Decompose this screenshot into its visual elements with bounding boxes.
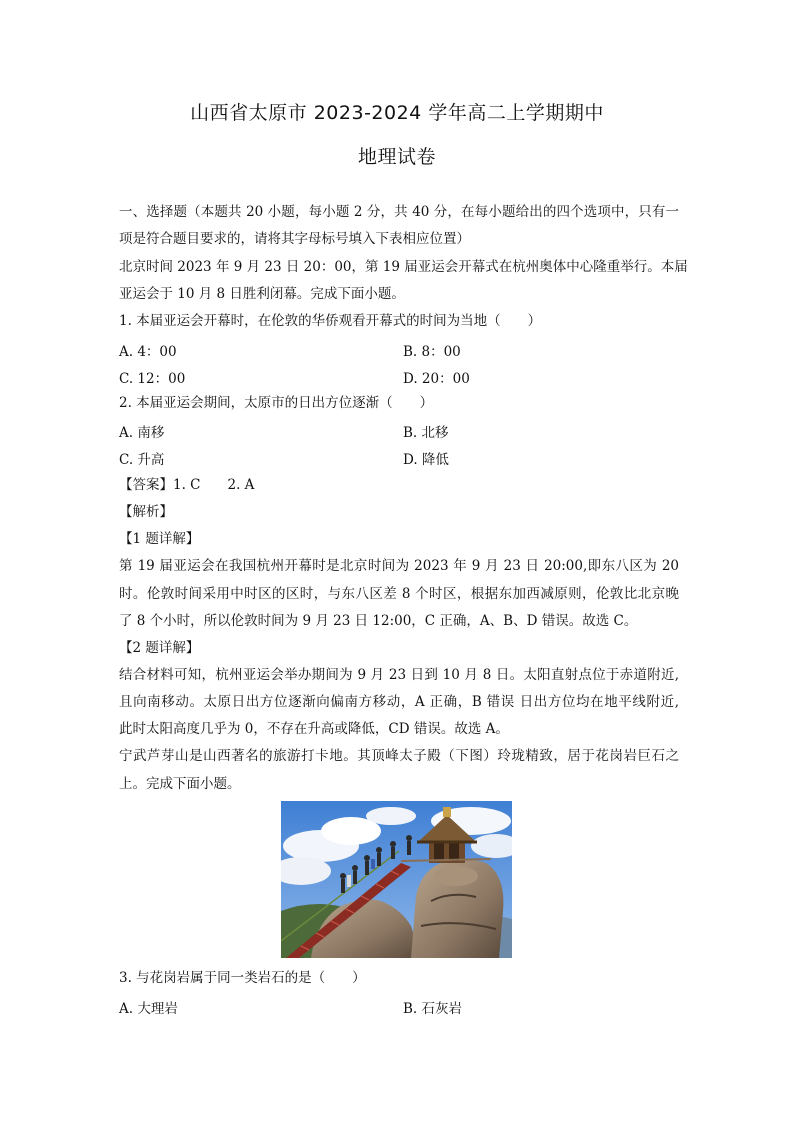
q1-option-c: C. 12：00 bbox=[119, 371, 186, 387]
material1-line1: 北京时间 2023 年 9 月 23 日 20：00，第 19 届亚运会开幕式在杭州奥体中心隆重举行。本届 bbox=[119, 259, 688, 275]
material1-line2: 亚运会于 10 月 8 日胜利闭幕。完成下面小题。 bbox=[119, 286, 405, 302]
q2-option-d: D. 降低 bbox=[403, 452, 449, 468]
q1-option-d: D. 20：00 bbox=[403, 371, 470, 387]
q1-option-b: B. 8：00 bbox=[403, 344, 461, 360]
detail2-line1: 结合材料可知，杭州亚运会举办期间为 9 月 23 日到 10 月 8 日。太阳直射点位于赤道附近, bbox=[119, 667, 679, 683]
detail2-line2: 且向南移动。太原日出方位逐渐向偏南方移动，A 正确，B 错误 日出方位均在地平线附近, bbox=[119, 694, 679, 710]
q2-stem: 2. 本届亚运会期间，太原市的日出方位逐渐（ ） bbox=[119, 395, 434, 411]
q3-stem: 3. 与花岗岩属于同一类岩石的是（ ） bbox=[119, 970, 366, 986]
analysis-heading: 【解析】 bbox=[119, 504, 173, 520]
detail1-line2: 时。伦敦时间采用中时区的区时，与东八区差 8 个时区，根据东加西减原则，伦敦比北京晚 bbox=[119, 586, 679, 602]
detail1-line1: 第 19 届亚运会在我国杭州开幕时是北京时间为 2023 年 9 月 23 日 20:00,即东八区为 20 bbox=[119, 558, 679, 574]
q3-option-b: B. 石灰岩 bbox=[403, 1001, 463, 1017]
page-subtitle: 地理试卷 bbox=[357, 146, 436, 168]
material2-line2: 上。完成下面小题。 bbox=[119, 776, 241, 792]
q1-option-a: A. 4：00 bbox=[119, 344, 177, 360]
page-title: 山西省太原市 2023-2024 学年高二上学期期中 bbox=[190, 102, 604, 124]
q1-stem: 1. 本届亚运会开幕时，在伦敦的华侨观看开幕式的时间为当地（ ） bbox=[119, 313, 542, 329]
detail1-line3: 了 8 个小时，所以伦敦时间为 9 月 23 日 12:00，C 正确，A、B、D 错误。故选 C。 bbox=[119, 613, 638, 629]
q2-option-a: A. 南移 bbox=[119, 425, 165, 441]
section-heading-line2: 项是符合题目要求的，请将其字母标号填入下表相应位置） bbox=[119, 231, 470, 247]
q2-option-b: B. 北移 bbox=[403, 425, 449, 441]
answer-line: 【答案】1. C 2. A bbox=[119, 477, 255, 493]
detail2-line3: 此时太阳高度几乎为 0，不存在升高或降低，CD 错误。故选 A。 bbox=[119, 721, 509, 737]
detail1-heading: 【1 题详解】 bbox=[119, 531, 200, 547]
q3-option-a: A. 大理岩 bbox=[119, 1001, 178, 1017]
material2-line1: 宁武芦芽山是山西著名的旅游打卡地。其顶峰太子殿（下图）玲珑精致，居于花岗岩巨石之 bbox=[119, 748, 679, 764]
section-heading-line1: 一、选择题（本题共 20 小题，每小题 2 分，共 40 分，在每小题给出的四个选项中，只有一 bbox=[119, 204, 679, 220]
q2-option-c: C. 升高 bbox=[119, 452, 165, 468]
detail2-heading: 【2 题详解】 bbox=[119, 640, 200, 656]
mountain-temple-photo bbox=[281, 801, 512, 958]
